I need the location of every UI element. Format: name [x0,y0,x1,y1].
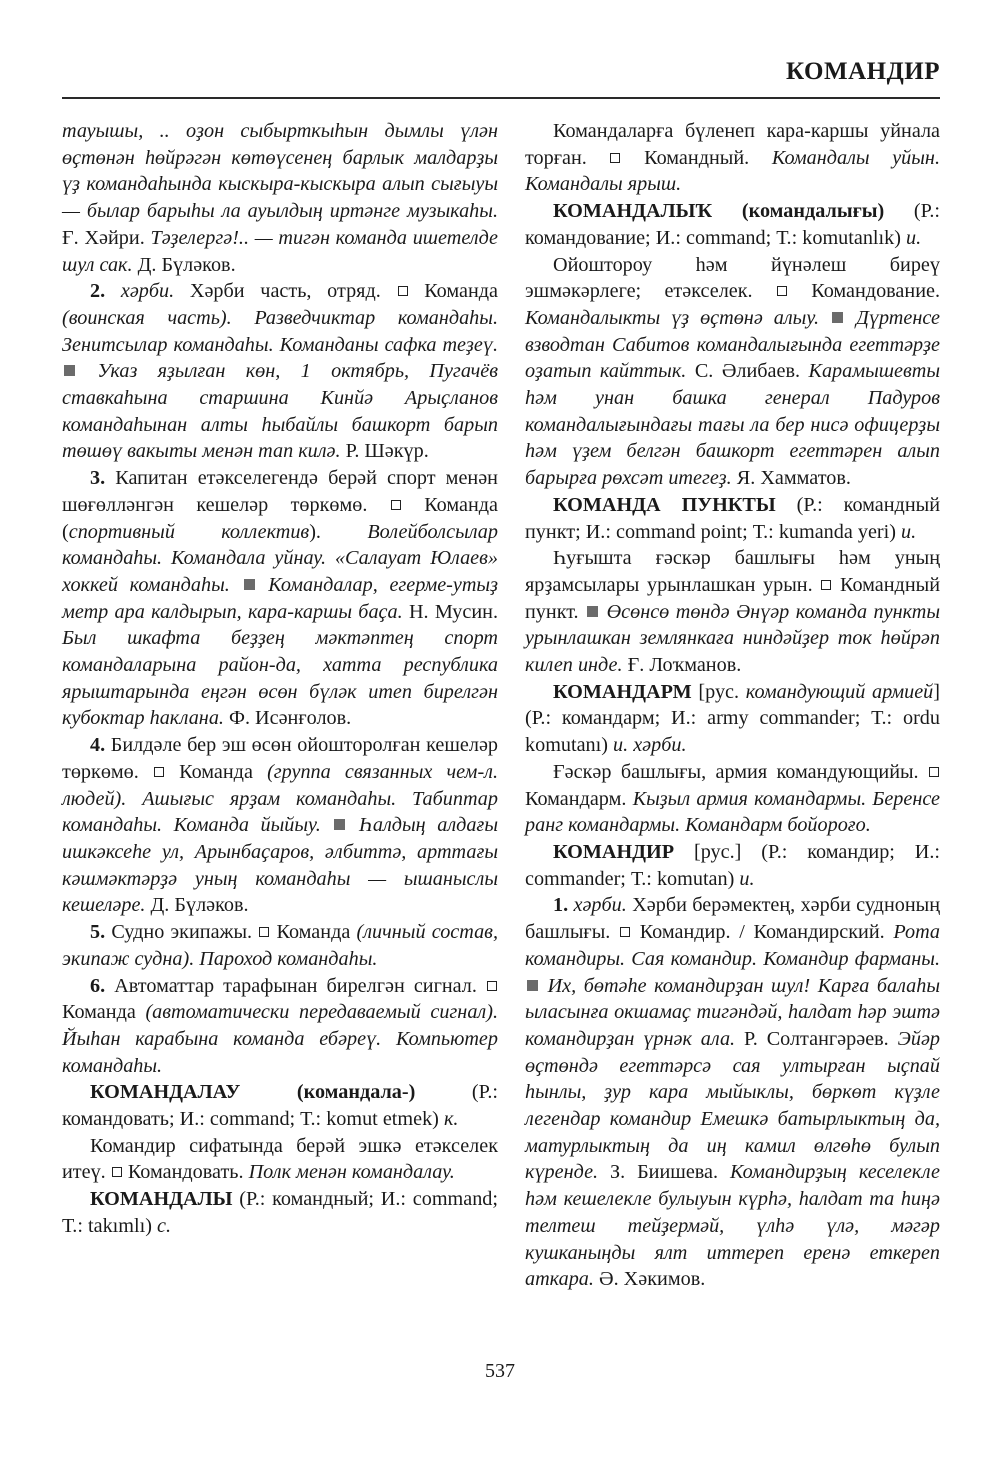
sense-3 [62,465,498,732]
page-number: 537 [485,1360,515,1382]
sense-number: 4. [90,734,106,757]
usage-label: хәрби. [573,894,627,917]
russian-note: спортивный коллектив [68,520,310,543]
citation: Командалар, егерме-утыҙ метр ара калдырып, кара-каршы баҫа. [62,573,498,623]
definition: Билдәле бер эш өсөн ойошторолған кешеләр төркөмө. [62,734,499,783]
sense-2 [62,278,498,465]
meaning-marker-icon [398,286,408,296]
author: Я. Хамматов. [736,467,851,490]
russian-note-and-examples: (личный состав, экипаж судна). Пароход командаһы. [62,921,498,970]
sense-5 [62,919,498,972]
author: Ғ. Хәйри. [62,226,145,249]
translations: (Р.: командовать; И.: command; Т.: komut etmek) [62,1081,498,1131]
examples: Кыҙыл армия командармы. Беренсе ранг командармы. Командарм бойороғо. [525,787,941,837]
definition: Капитан етәкселегендә берәй спорт менән шөғөлләнгән кешеләр төркөмө. [62,467,498,516]
definition: Һуғышта ғәскәр башлығы һәм уның ярҙамсылары урынлашкан урын. [525,547,940,596]
meaning-marker-icon [112,1167,122,1177]
russian-equivalent: Командир. / Командирский. [639,921,885,944]
russian-equivalent: Командарм. [525,787,627,810]
origin: [рус. [698,680,740,703]
russian-equivalent: Командный. [644,146,750,169]
russian-equivalent: Командование. [811,280,941,303]
entry-komandalyk [525,198,940,251]
sense-number: 6. [90,974,106,997]
citation-marker-icon [832,312,843,323]
entry-komandalau [62,1079,498,1132]
sense-number: 2. [90,280,106,303]
sense-number: 3. [90,467,106,490]
meaning-marker-icon [154,767,164,777]
definition: Автоматтар тарафынан бирелгән сигнал. [114,974,477,997]
entry-komandarm-sense [525,759,940,839]
definition: Судно экипажы. [111,921,253,944]
meaning-marker-icon [487,981,497,991]
definition: Командир сифатында берәй эшкә етәкселек итеү. [62,1134,498,1184]
origin-term: командующий армией [745,680,934,703]
example-text: Тәҙелергә!.. — тигән команда ишетелде шул сак. [62,226,498,276]
citation-marker-icon [334,819,345,830]
author: С. Әлибаев. [694,360,801,383]
part-of-speech: и. хәрби. [613,734,687,757]
sense-6 [62,973,498,1080]
definition: Хәрби часть, отряд. [189,280,381,303]
part-of-speech: и. [906,226,922,249]
meaning-marker-icon [610,153,620,163]
citation: Командирҙың кеселекле һәм кешелекле булыуын күрһә, һалдат та һиңә телтеш тейҙермәй, үлһә үлә, мәгәр кушканыңды ялт иттереп еренә еткереп аткара. [525,1161,940,1291]
translations: (Р.: командный пункт; И.: command point; Т.: kumanda yeri) [525,493,940,543]
entry-continuation [62,118,498,278]
citation-marker-icon [244,579,255,590]
entry-komandaly [62,1186,498,1239]
running-head: КОМАНДИР [786,58,940,85]
entry-komanda-punkty [525,492,940,545]
author: Ғ. Лоҡманов. [627,654,742,677]
examples: Полк менән командалау. [248,1161,455,1184]
sense-4 [62,732,498,919]
translations: (Р.: командир; И.: commander; Т.: komutan) [525,840,941,890]
citation-marker-icon [527,980,538,991]
examples: Рота командиры. Сая командир. Командир фарманы. [525,921,940,970]
usage-label: хәрби. [120,280,175,303]
russian-equivalent: Команда [179,760,253,783]
russian-equivalent: Команда [62,1001,136,1024]
header-rule [62,97,940,99]
definition: Командаларға бүленеп кара-каршы уйнала торған. [525,120,940,169]
citation: Их, бөтәһе командирҙан шул! Карға балаһы ыласынға окшамаҫ тигәндәй, һалдат һәр эштә командирҙан үрнәк ала. [525,974,941,1050]
headword: КОМАНДИР [553,840,675,863]
author: Р. Шәкүр. [345,440,429,463]
author: Р. Солтангәрәев. [744,1027,889,1050]
author: Ә. Хәкимов. [599,1268,706,1291]
russian-equivalent: Команда ( [62,493,498,543]
definition: Ойоштороу һәм йүнәлеш биреү эшмәкәрлеге; етәкселек. [525,253,940,303]
definition: Хәрби берәмектең, хәрби судноның башлығы. [525,894,941,944]
russian-note-and-examples: (воинская часть). Разведчиктар командаһы. Зенитсылар командаһы. Команданы сафка теҙеү. [62,306,498,356]
headword: КОМАНДА ПУНКТЫ [553,493,776,516]
citation: Һалдың алдағы ишкәксеһе ул, Арынбаҫаров, әлбиттә, арттағы кәшмәктәрҙә уның командаһы — ышаныслы кешеләре. [62,814,498,917]
left-column [62,118,498,1240]
right-column [525,118,940,1293]
headword: КОМАНДАЛАУ (командала-) [90,1081,416,1104]
citation: Дүртенсе взводтан Сабитов командалығында егеттәрҙе оҙатып кайттык. [525,306,941,383]
citation-marker-icon [587,606,598,617]
russian-equivalent: Командный пункт. [525,573,940,623]
entry-komandarm [525,679,940,759]
author: З. Биишева. [610,1161,719,1184]
part-of-speech: и. [901,520,917,543]
headword: КОМАНДАЛЫ [90,1188,233,1211]
origin: [рус.] [694,840,742,863]
definition: Ғәскәр башлығы, армия командующийы. [553,760,919,783]
entry-komandaly-sense [525,118,940,198]
meaning-marker-icon [259,927,269,937]
russian-equivalent: Команда [276,921,351,944]
russian-note-and-examples: (автоматически передаваемый сигнал). Йыһан карабына команда ебәреү. Компьютер командаһы. [62,1001,498,1077]
meaning-marker-icon [929,767,939,777]
example-text: тауышы, .. оҙон сыбырткыһын дымлы үлән өҫтөнән һөйрәгән көтөүсенең барлык малдарҙы үҙ командаһында кыскыра-кыскыра алып сығыуы — былар барыһы ла ауылдың иртәнге музыкаһы. [62,120,498,223]
meaning-marker-icon [777,286,787,296]
part-of-speech: с. [156,1214,171,1237]
headword: КОМАНДАЛЫҠ (командалығы) [553,200,885,223]
translations: (Р.: командарм; И.: army commander; Т.: ordu komutanı) [525,707,940,757]
examples: Волейболсылар командаһы. Командала уйнау. «Салауат Юлаев» хоккей командаһы. [62,520,498,596]
origin-close: ] [933,680,941,703]
citation-marker-icon [64,365,75,376]
part-of-speech: и. [739,867,755,890]
translations: (Р.: командный; И.: command; Т.: takımlı) [62,1188,498,1237]
russian-equivalent: Командовать. [127,1161,244,1184]
examples: Командалыкты үҙ өҫтөнә алыу. [525,306,820,329]
meaning-marker-icon [620,927,630,937]
entry-komandir-sense-1 [525,892,940,1293]
entry-komandalau-sense [62,1133,498,1186]
paren-close: ). [309,520,321,543]
citation: Был шкафта беҙҙең мәктәптең спорт командаларына район-да, хатта республика ярыштарында еңгән өсөн бүләк итеп бирелгән кубоктар һаклана. [62,627,498,730]
sense-number: 5. [90,921,106,944]
author: Д. Бүләков. [137,253,236,276]
examples: Командалы уйын. Командалы ярыш. [525,146,940,196]
citation: Указ яҙылған көн, 1 октябрь, Пугачёв ставкаһына старшина Кинйә Арыҫланов командаһынан алты һыбайлы башкорт барып төшөү вакыты менән тап килә. [62,360,498,463]
russian-equivalent: Команда [424,280,499,303]
citation: Өсөнсө төндә Әнүәр команда пункты урынлашкан землянкаға ниндәйҙер ток һөйрәп килеп инде. [525,600,941,677]
translations: (Р.: командование; И.: command; Т.: komutanlık) [525,200,940,249]
author: Д. Бүләков. [150,894,249,917]
citation: Эйәр өҫтөндә егеттәрсә сая ултырған ыҫпай һынлы, ҙур кара мыйыклы, бөркөт күҙле легендар командир Емешкә батырлыктың да, матурлыктың да иң камил өлгөһө булып күренде. [525,1027,941,1184]
entry-komanda-punkty-sense [525,545,940,679]
meaning-marker-icon [391,500,401,510]
sense-number: 1. [553,894,569,917]
russian-note-and-examples: (группа связанных чем-л. людей). Ашығыс ярҙам командаһы. Табиптар командаһы. Команда йыйыу. [62,760,499,837]
author: Н. Мусин. [408,600,499,623]
part-of-speech: к. [443,1108,459,1131]
entry-komandalyk-sense [525,252,940,492]
headword: КОМАНДАРМ [553,680,692,703]
citation: Карамышевты һәм унан башка генерал Падуров командалығындағы тағы ла бер нисә офицерҙы һәм үҙем белгән башкорт егеттәрен алып барырға рөхсәт итегеҙ. [525,360,941,490]
author: Ф. Исәнғолов. [229,707,352,730]
meaning-marker-icon [821,580,831,590]
entry-komandir [525,839,940,892]
